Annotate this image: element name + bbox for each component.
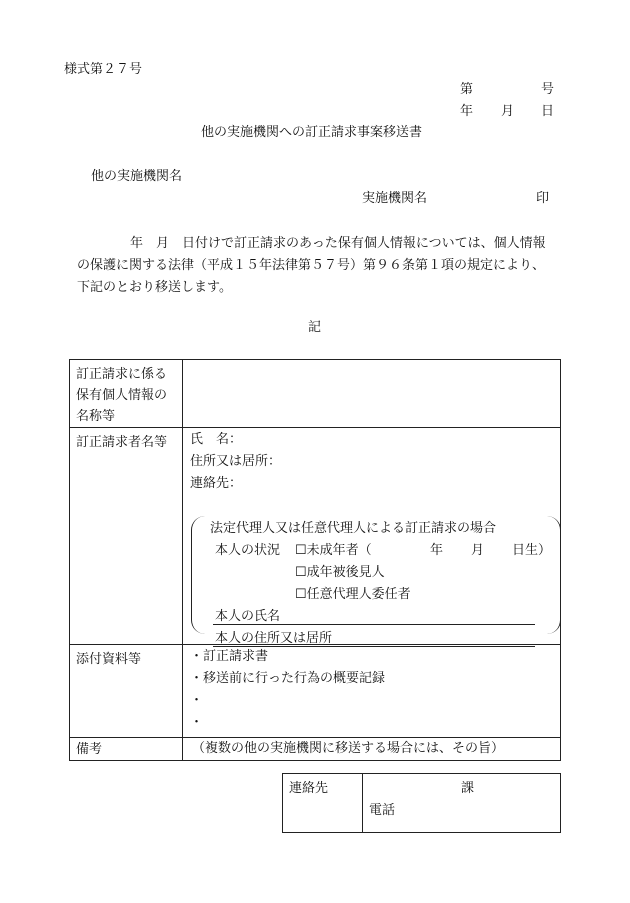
doc-number-suffix: 号 [541,82,555,97]
option-minor[interactable]: ☐未成年者（ [295,543,372,558]
attachment-item-4: ・ [190,715,204,730]
contact-section: 課 [461,781,475,796]
doc-number-prefix: 第 [460,82,474,97]
form-number: 様式第２７号 [64,62,143,77]
body-line-2: の保護に関する法律（平成１５年法律第５７号）第９６条第１項の規定により、 [77,258,546,273]
option-minor-year: 年 [430,543,444,558]
requester-contact: 連絡先： [190,476,243,491]
row-info-label-line-1: 訂正請求に係る [76,367,168,382]
row-remarks-label: 備考 [70,738,183,761]
recipient-label: 他の実施機関名 [91,169,183,184]
attachments-cell [183,645,561,738]
principal-name-line[interactable] [213,624,535,625]
row-info-label-line-2: 保有個人情報の [76,388,168,403]
principal-address-label: 本人の住所又は居所 [215,631,333,646]
remarks-cell: （複数の他の実施機関に移送する場合には、その旨） [183,738,561,761]
requester-name: 氏 名： [190,432,243,447]
principal-address-line[interactable] [213,646,535,647]
date-day: 日 [541,104,555,119]
option-adult-ward[interactable]: ☐成年被後見人 [295,565,385,580]
contact-phone: 電話 [369,803,396,818]
contact-detail-cell [363,774,561,833]
ki-heading: 記 [308,320,322,335]
row-info-name-label [70,360,183,428]
option-minor-month: 月 [471,543,485,558]
status-label: 本人の状況 [215,543,281,558]
page-title: 他の実施機関への訂正請求事案移送書 [201,125,423,140]
row-attachments-label: 添付資料等 [70,645,183,738]
sender-label: 実施機関名 [362,191,428,206]
date-month: 月 [501,104,515,119]
proxy-title: 法定代理人又は任意代理人による訂正請求の場合 [210,521,497,536]
attachment-item-1: ・訂正請求書 [190,649,269,664]
body-line-3: 下記のとおり移送します。 [77,280,232,295]
option-minor-day: 日生） [512,543,552,558]
option-voluntary-principal[interactable]: ☐任意代理人委任者 [295,587,411,602]
attachment-item-2: ・移送前に行った行為の概要記録 [190,671,386,686]
body-line-1: 年 月 日付けで訂正請求のあった保有個人情報については、個人情報 [130,236,546,251]
requester-cell [183,428,561,645]
row-info-label-line-3: 名称等 [76,409,116,424]
date-year: 年 [460,104,474,119]
principal-name-label: 本人の氏名 [215,609,281,624]
requester-address: 住所又は居所： [190,454,282,469]
transfer-table [69,359,561,761]
row-requester-label: 訂正請求者名等 [70,428,183,645]
contact-box [282,773,561,833]
seal-mark: 印 [536,191,550,206]
info-name-value-cell[interactable] [183,360,561,428]
contact-label: 連絡先 [283,774,363,833]
attachment-item-3: ・ [190,693,204,708]
